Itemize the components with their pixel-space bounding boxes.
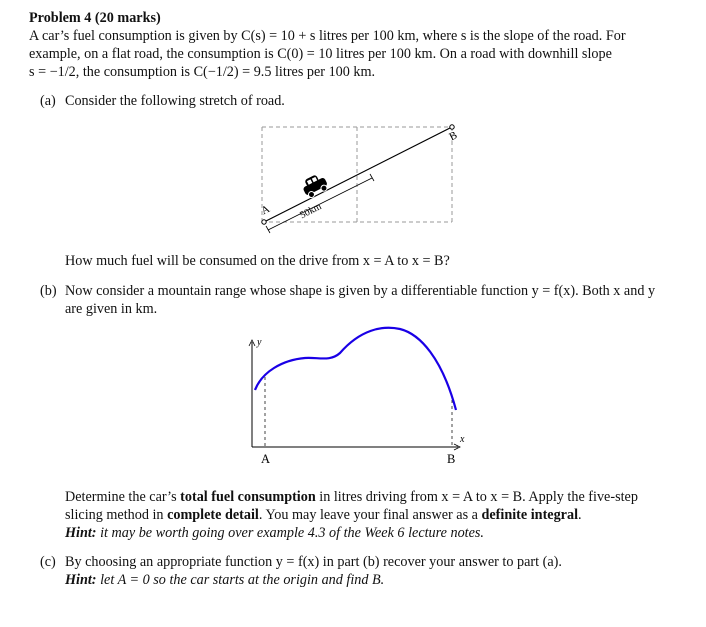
part-b-prompt-2: are given in km. <box>65 301 158 317</box>
road-label-a: A <box>259 203 272 218</box>
part-a-question: How much fuel will be consumed on the drive from x = A to x = B? <box>65 253 450 269</box>
part-b-prompt-1: Now consider a mountain range whose shape is given by a differentiable function y = f(x). Both x and y <box>65 283 656 299</box>
intro-line-1: A car’s fuel consumption is given by C(s) = 10 + s litres per 100 km, where s is the slope of the road. For <box>29 28 626 44</box>
problem-title: Problem 4 (20 marks) <box>29 10 161 26</box>
road-label-b: B <box>447 129 460 144</box>
part-b-instruction-1: Determine the car’s total fuel consumption in litres driving from x = A to x = B. Apply the five-step <box>65 489 638 505</box>
y-axis-label: y <box>257 337 262 348</box>
part-c-label: (c) <box>40 554 56 570</box>
part-b-hint: Hint: it may be worth going over example 4.3 of the Week 6 lecture notes. <box>65 525 484 541</box>
intro-line-3: s = −1/2, the consumption is C(−1/2) = 9.5 litres per 100 km. <box>29 64 376 80</box>
part-b-instruction-2: slicing method in complete detail. You may leave your final answer as a definite integral. <box>65 507 582 523</box>
part-a-label: (a) <box>40 93 56 109</box>
intro-line-2: example, on a flat road, the consumption is C(0) = 10 litres per 100 km. On a road with downhill slope <box>29 46 612 62</box>
part-c-line-1: By choosing an appropriate function y = f(x) in part (b) recover your answer to part (a). <box>65 554 562 570</box>
road-distance-label: 50km <box>298 201 324 222</box>
part-a-prompt: Consider the following stretch of road. <box>65 93 285 109</box>
part-c-hint: Hint: let A = 0 so the car starts at the origin and find B. <box>65 572 385 588</box>
part-b-label: (b) <box>40 283 57 299</box>
mountain-label-b: B <box>447 452 456 466</box>
mountain-label-a: A <box>261 452 271 466</box>
x-axis-label: x <box>460 434 465 445</box>
mountain-curve <box>255 328 456 410</box>
